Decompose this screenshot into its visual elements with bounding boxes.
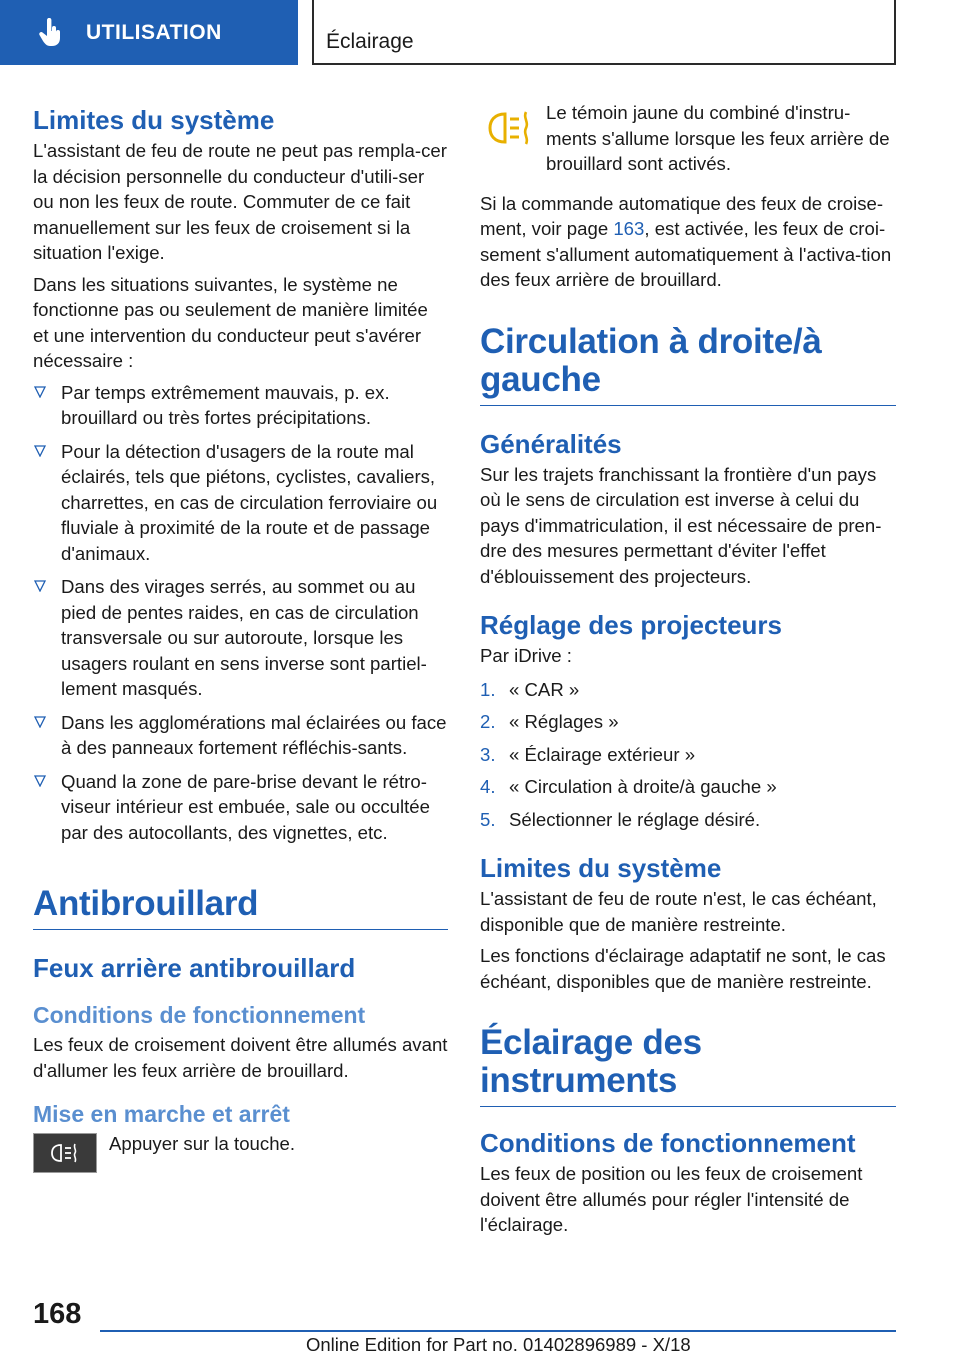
conditions-heading: Conditions de fonctionnement	[33, 1002, 366, 1028]
reglage-paragraph: Par iDrive :	[480, 645, 572, 666]
auto-paragraph: Si la commande automatique des feux de croise-ment, voir page 163, est activée, les feux de croi-sement s'allument automatiquement à l'activa-tion des feux arrière de brouillard.	[480, 192, 892, 290]
page-link[interactable]: 163	[613, 218, 645, 239]
triangle-bullet-icon	[34, 775, 46, 787]
instruments-heading: Éclairage des instruments	[480, 1024, 896, 1107]
rear-fog-light-button-icon	[33, 1133, 97, 1173]
conditions-right-paragraph: Les feux de position ou les feux de croisement doivent être allumés pour régler l'intensité de l'éclairage.	[480, 1163, 863, 1235]
list-item: 5. Sélectionner le réglage désiré.	[480, 808, 761, 830]
list-item: 1. « CAR »	[480, 678, 580, 700]
temoin-row	[480, 100, 896, 183]
list-item: Dans des virages serrés, au sommet ou au pied de pentes raides, en cas de circulation transversale ou sur autoroute, lorsque les usagers roulant en sens inverse sont partiel-lement masqués.	[33, 574, 448, 702]
mise-en-marche-heading: Mise en marche et arrêt	[33, 1101, 290, 1127]
limites-right-paragraph-2: Les fonctions d'éclairage adaptatif ne sont, le cas échéant, disponibles que de manière restreinte.	[480, 945, 886, 992]
header-section-frame	[312, 0, 896, 65]
triangle-bullet-icon	[34, 445, 46, 457]
list-item: Par temps extrêmement mauvais, p. ex. brouillard ou très fortes précipitations.	[33, 380, 448, 431]
header-tab	[0, 0, 298, 65]
feux-arriere-heading: Feux arrière antibrouillard	[33, 953, 356, 983]
list-item: Dans les agglomérations mal éclairées ou face à des panneaux fortement réfléchis-sants.	[33, 710, 448, 761]
conditions-right-heading: Conditions de fonctionnement	[480, 1128, 856, 1158]
limites-paragraph-1: L'assistant de feu de route ne peut pas rempla-cer la décision personnelle du conducteur d'utili-ser ou non les feux de route. Commuter de ce fait manuellement sur les feux de croisement si la situation l'exige.	[33, 140, 447, 263]
conditions-paragraph: Les feux de croisement doivent être allumés avant d'allumer les feux arrière de brouillard.	[33, 1034, 448, 1081]
footer-edition: Online Edition for Part no. 01402896989 - X/18	[306, 1334, 691, 1355]
limites-right-heading: Limites du système	[480, 853, 722, 883]
antibrouillard-heading: Antibrouillard	[33, 885, 448, 930]
rear-fog-light-indicator-icon	[480, 104, 540, 152]
reglage-steps	[480, 677, 896, 833]
list-item: 4. « Circulation à droite/à gauche »	[480, 776, 777, 797]
left-column	[33, 100, 448, 1173]
list-item: 2. « Réglages »	[480, 711, 619, 732]
hand-pointer-icon	[38, 18, 64, 48]
reglage-heading: Réglage des projecteurs	[480, 610, 782, 640]
header-section-title: Éclairage	[326, 30, 414, 53]
right-column	[480, 100, 896, 1244]
triangle-bullet-icon	[34, 716, 46, 728]
triangle-bullet-icon	[34, 580, 46, 592]
list-item: Quand la zone de pare-brise devant le rétro-viseur intérieur est embuée, sale ou occultée par des autocollants, des vignettes, etc.	[33, 769, 448, 846]
limites-bullet-list	[33, 380, 448, 846]
mise-en-marche-paragraph: Appuyer sur la touche.	[109, 1133, 296, 1154]
generalites-heading: Généralités	[480, 428, 622, 459]
limites-paragraph-2: Dans les situations suivantes, le système ne fonctionne pas ou seulement de manière limitée et une intervention du conducteur peut s'avérer nécessaire :	[33, 273, 428, 371]
limites-right-paragraph-1: L'assistant de feu de route n'est, le cas échéant, disponible que de manière restreinte.	[480, 888, 877, 935]
page-number: 168	[33, 1298, 82, 1330]
triangle-bullet-icon	[34, 386, 46, 398]
list-item: Pour la détection d'usagers de la route mal éclairés, tels que piétons, cyclistes, cavaliers, charrettes, en cas de circulation ferroviaire ou fluviale à proximité de la route et de passage d'animaux.	[33, 439, 448, 567]
temoin-paragraph: Le témoin jaune du combiné d'instru-ments s'allume lorsque les feux arrière de brouillard sont activés.	[546, 102, 890, 174]
header-tab-label: UTILISATION	[86, 20, 222, 44]
footer-rule	[100, 1330, 896, 1332]
generalites-paragraph: Sur les trajets franchissant la frontière d'un pays où le sens de circulation est inverse à celui du pays d'immatriculation, il est nécessaire de pren-dre des mesures permettant d'éviter l'effet d'éblouissement des projecteurs.	[480, 463, 882, 587]
limites-heading: Limites du système	[33, 105, 275, 135]
list-item: 3. « Éclairage extérieur »	[480, 743, 696, 765]
mise-en-marche-row	[33, 1131, 448, 1173]
circulation-heading: Circulation à droite/à gauche	[480, 323, 896, 406]
